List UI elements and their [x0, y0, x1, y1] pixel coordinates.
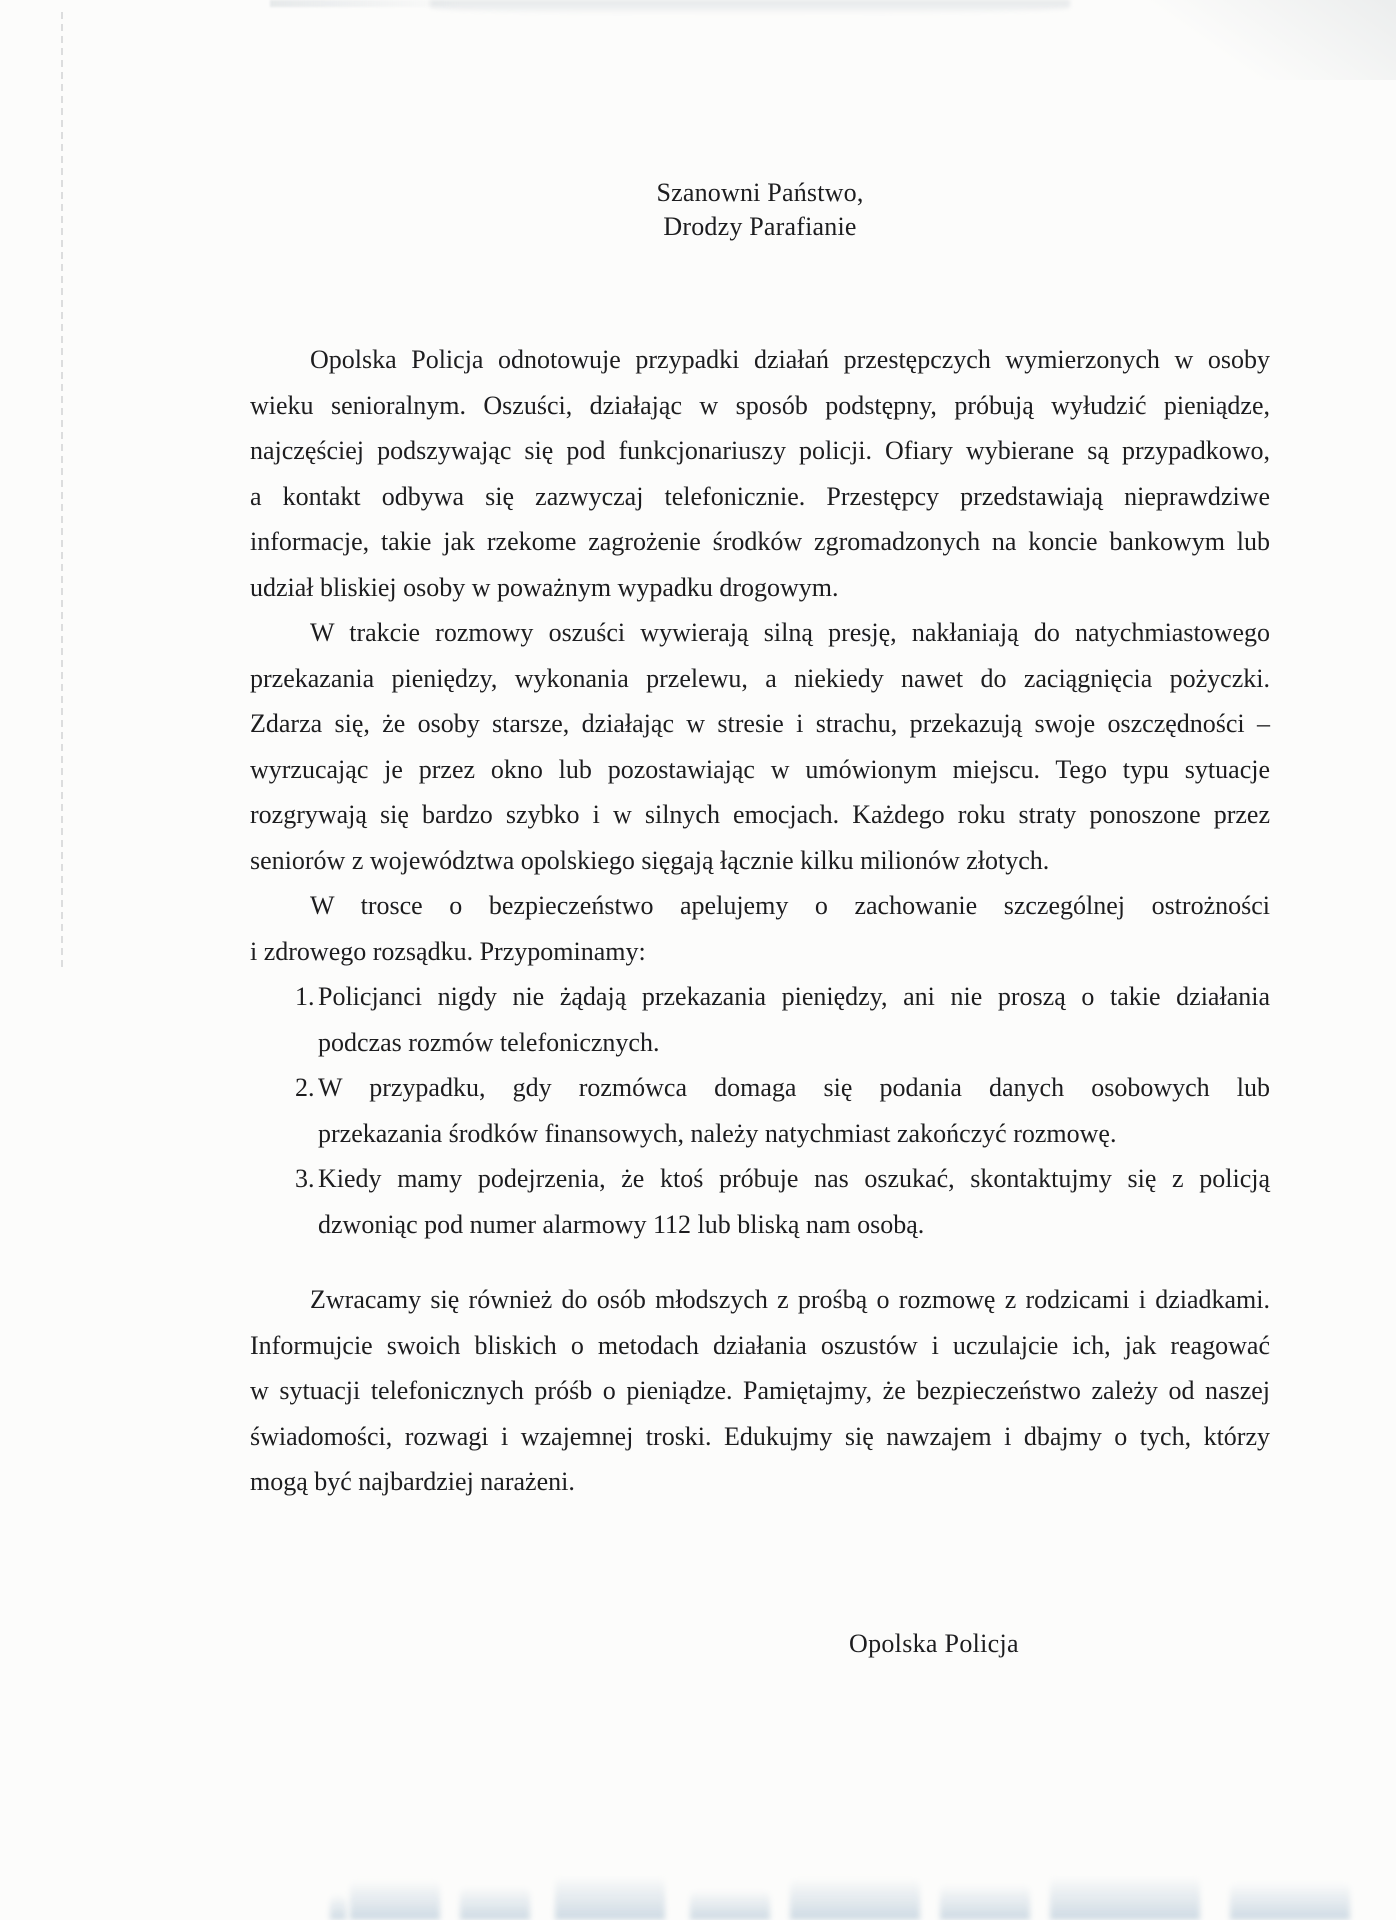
numbered-list-item [250, 974, 1270, 1065]
paragraph-line: najczęściej podszywając się pod funkcjonariuszy policji. Ofiary wybierane są przypadkowo, [250, 436, 1270, 465]
list-item-line: Policjanci nigdy nie żądają przekazania pieniędzy, ani nie proszą o takie działania [318, 982, 1270, 1011]
paragraph [250, 610, 1270, 883]
letter-signature: Opolska Policja [849, 1629, 1019, 1658]
paragraph-line: seniorów z województwa opolskiego sięgają łącznie kilku milionów złotych. [250, 845, 1050, 875]
paragraph-line: udział bliskiej osoby w poważnym wypadku drogowym. [250, 572, 839, 602]
paragraph-line: wyrzucając je przez okno lub pozostawiając w umówionym miejscu. Tego typu sytuacje [250, 754, 1270, 784]
paragraph-line: rozgrywają się bardzo szybko i w silnych emocjach. Każdego roku straty ponoszone przez [250, 800, 1270, 829]
list-item-line: W przypadku, gdy rozmówca domaga się podania danych osobowych lub [318, 1073, 1270, 1102]
letter-salutation [250, 176, 1270, 244]
paragraph-line: Zwracamy się również do osób młodszych z prośbą o rozmowę z rodzicami i dziadkami. [310, 1285, 1270, 1314]
paragraph-line: W trakcie rozmowy oszuści wywierają silną presję, nakłaniają do natychmiastowego [310, 618, 1270, 647]
list-item-line: dzwoniąc pod numer alarmowy 112 lub bliską nam osobą. [318, 1209, 925, 1239]
paragraph-line: wieku senioralnym. Oszuści, działając w sposób podstępny, próbują wyłudzić pieniądze, [250, 390, 1270, 420]
paragraph [250, 1277, 1270, 1505]
paragraph-line: Informujcie swoich bliskich o metodach działania oszustów i uczulajcie ich, jak reagować [250, 1330, 1270, 1360]
scan-artifact-corner-shade [1146, 0, 1396, 80]
scan-artifact-vertical-line [61, 12, 63, 972]
paragraph-line: W trosce o bezpieczeństwo apelujemy o zachowanie szczególnej ostrożności [310, 891, 1270, 920]
paragraph-line: w sytuacji telefonicznych próśb o pieniądze. Pamiętajmy, że bezpieczeństwo zależy od naszej [250, 1376, 1270, 1405]
paragraph-line: mogą być najbardziej narażeni. [250, 1467, 575, 1496]
numbered-list-item [250, 1156, 1270, 1247]
paragraph-line: Zdarza się, że osoby starsze, działając w stresie i strachu, przekazują swoje oszczędności – [250, 709, 1270, 738]
scan-artifact-bottom-smudges [330, 1872, 1396, 1920]
paragraph-line: informacje, takie jak rzekome zagrożenie środków zgromadzonych na koncie bankowym lub [250, 527, 1270, 556]
paragraph-line: Opolska Policja odnotowuje przypadki działań przestępczych wymierzonych w osoby [310, 345, 1270, 374]
paragraph [250, 337, 1270, 610]
list-item-number: 1. [295, 982, 315, 1011]
salutation-line: Szanowni Państwo, [656, 178, 864, 207]
list-item-number: 2. [295, 1073, 315, 1102]
paragraph-line: i zdrowego rozsądku. Przypominamy: [250, 936, 646, 966]
letter-body [250, 337, 1270, 1505]
scan-artifact-top-smudge [270, 0, 460, 7]
salutation-line: Drodzy Parafianie [663, 212, 857, 241]
numbered-list-item [250, 1065, 1270, 1156]
paragraph-line: przekazania pieniędzy, wykonania przelewu, a niekiedy nawet do zaciągnięcia pożyczki. [250, 663, 1270, 693]
list-item-line: Kiedy mamy podejrzenia, że ktoś próbuje nas oszukać, skontaktujmy się z policją [318, 1164, 1270, 1193]
list-item-number: 3. [295, 1164, 315, 1193]
paragraph-line: a kontakt odbywa się zazwyczaj telefonicznie. Przestępcy przedstawiają nieprawdziwe [250, 481, 1270, 511]
scan-artifact-top-smudge [430, 0, 1070, 15]
list-item-line: podczas rozmów telefonicznych. [318, 1027, 660, 1057]
paragraph [250, 883, 1270, 974]
paragraph-line: świadomości, rozwagi i wzajemnej troski. Edukujmy się nawzajem i dbajmy o tych, którzy [250, 1421, 1270, 1451]
list-item-line: przekazania środków finansowych, należy natychmiast zakończyć rozmowę. [318, 1118, 1117, 1148]
